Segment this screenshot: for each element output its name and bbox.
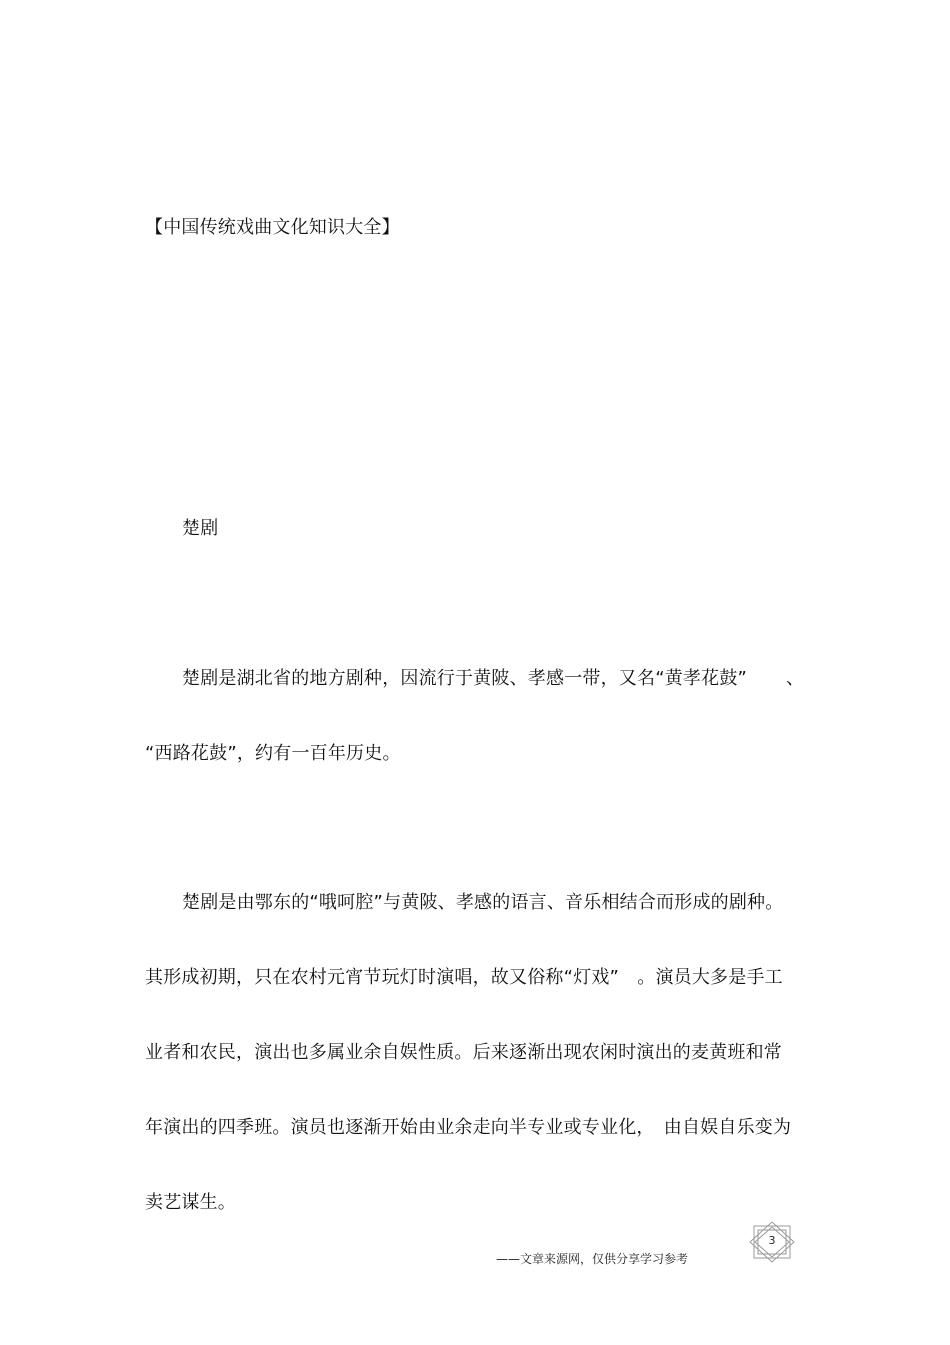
page-number: 3 <box>768 1234 776 1247</box>
paragraph-2-line-2: 其形成初期，只在农村元宵节玩灯时演唱，故又俗称“灯戏” 。演员大多是手工 <box>145 967 783 988</box>
footer-source-note: ——文章来源网，仅供分享学习参考 <box>496 1252 689 1266</box>
paragraph-2-line-1: 楚剧是由鄂东的“哦呵腔”与黄陂、孝感的语言、音乐相结合而形成的剧种。 <box>182 892 784 913</box>
paragraph-1-line-1: 楚剧是湖北省的地方剧种，因流行于黄陂、孝感一带，又名“黄孝花鼓” <box>182 668 748 689</box>
document-title: 【中国传统戏曲文化知识大全】 <box>145 217 400 238</box>
paragraph-1-line-1-tail: 、 <box>786 668 805 689</box>
paragraph-2-line-5: 卖艺谋生。 <box>145 1192 236 1213</box>
paragraph-2-line-3: 业者和农民，演出也多属业余自娱性质。后来逐渐出现农闲时演出的麦黄班和常 <box>145 1042 782 1063</box>
paragraph-2-line-4: 年演出的四季班。演员也逐渐开始由业余走向半专业或专业化， 由自娱自乐变为 <box>145 1117 792 1138</box>
paragraph-1-line-2: “西路花鼓”，约有一百年历史。 <box>145 743 401 764</box>
section-heading: 楚剧 <box>182 518 219 539</box>
page-number-badge <box>748 1221 796 1263</box>
